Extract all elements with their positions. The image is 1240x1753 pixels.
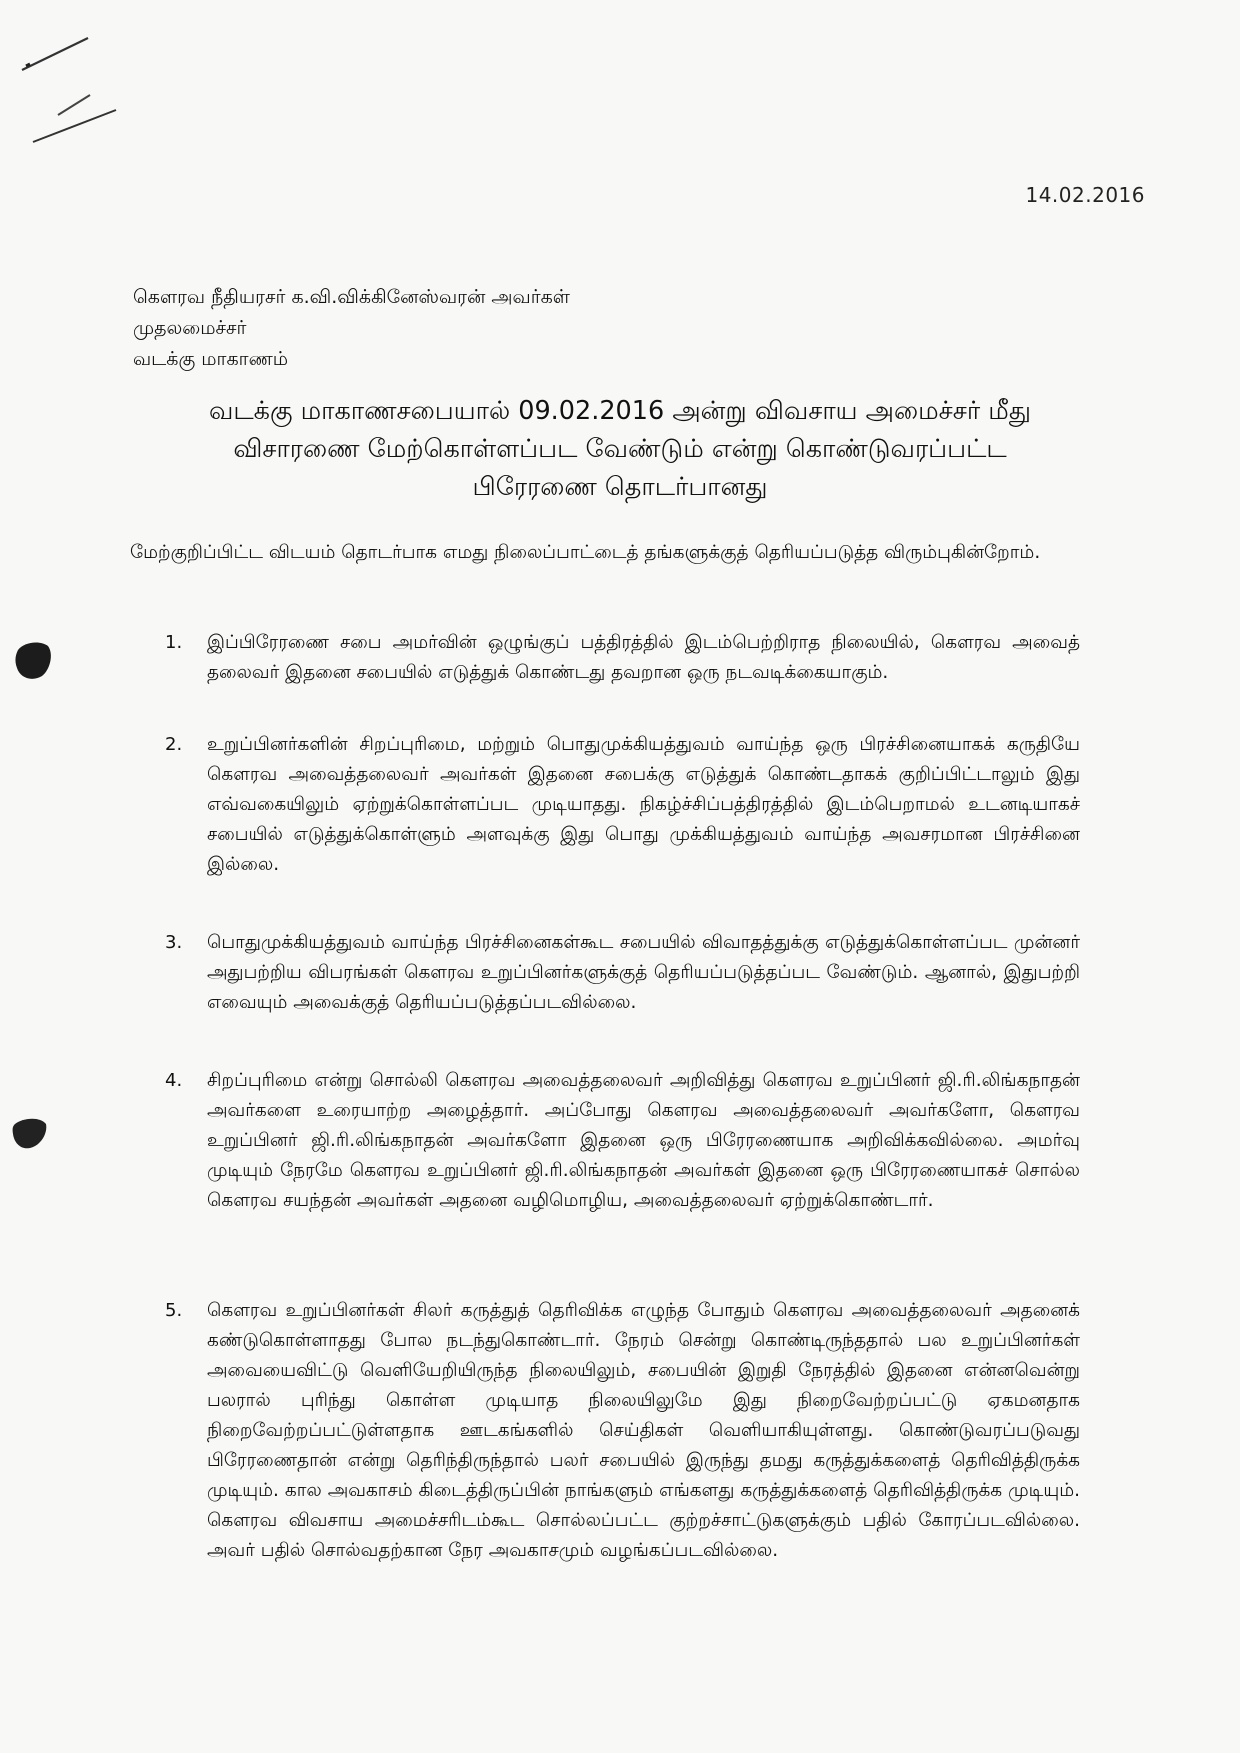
item-number: 5.: [165, 1300, 183, 1321]
list-item: [165, 1066, 1080, 1216]
subject-line: பிரேரணை தொடர்பானது: [472, 472, 768, 502]
item-text: கௌரவ உறுப்பினர்கள் சிலர் கருத்துத் தெரிவிக்க எழுந்த போதும் கௌரவ அவைத்தலைவர் அதனைக் கண்டுகொள்ளாதது போல நடந்துகொண்டார். நேரம் சென்று கொண்டிருந்ததால் பல உறுப்பினர்கள் அவையைவிட்டு வெளியேறியிருந்த நிலையிலும், சபையின் இறுதி நேரத்தில் இதனை என்னவென்று பலரால் புரிந்து கொள்ள முடியாத நிலையிலுமே இது நிறைவேற்றப்பட்டு ஏகமனதாக நிறைவேற்றப்பட்டுள்ளதாக ஊடகங்களில் செய்திகள் வெளியாகியுள்ளது. கொண்டுவரப்படுவது பிரேரணைதான் என்று தெரிந்திருந்தால் பலர் சபையில் இருந்து தமது கருத்துக்களைத் தெரிவித்திருக்க முடியும். கால அவகாசம் கிடைத்திருப்பின் நாங்களும் எங்களது கருத்துக்களைத் தெரிவித்திருக்க முடியும். கௌரவ விவசாய அமைச்சரிடம்கூட சொல்லப்பட்ட குற்றச்சாட்டுகளுக்கும் பதில் கோரப்படவில்லை. அவர் பதில் சொல்வதற்கான நேர அவகாசமும் வழங்கப்படவில்லை.: [207, 1300, 1080, 1561]
recipient-province: வடக்கு மாகாணம்: [133, 348, 289, 370]
list-item: [165, 730, 1080, 880]
letter-subject: [100, 392, 1140, 506]
item-text: இப்பிரேரணை சபை அமர்வின் ஒழுங்குப் பத்திரத்தில் இடம்பெற்றிராத நிலையில், கௌரவ அவைத் தலைவர் இதனை சபையில் எடுத்துக் கொண்டது தவறான ஒரு நடவடிக்கையாகும்.: [207, 632, 1080, 683]
item-number: 2.: [165, 734, 183, 755]
handwritten-pen-marks: [18, 30, 128, 160]
numbered-points: [165, 628, 1080, 1566]
item-text: உறுப்பினர்களின் சிறப்புரிமை, மற்றும் பொதுமுக்கியத்துவம் வாய்ந்த ஒரு பிரச்சினையாகக் கருதியே கௌரவ அவைத்தலைவர் அவர்கள் இதனை சபைக்கு எடுத்துக் கொண்டதாகக் குறிப்பிட்டாலும் இது எவ்வகையிலும் ஏற்றுக்கொள்ளப்பட முடியாதது. நிகழ்ச்சிப்பத்திரத்தில் இடம்பெறாமல் உடனடியாகச் சபையில் எடுத்துக்கொள்ளும் அளவுக்கு இது பொது முக்கியத்துவம் வாய்ந்த அவசரமான பிரச்சினை இல்லை.: [207, 734, 1080, 875]
list-item: [165, 1296, 1080, 1566]
recipient-position: முதலமைச்சர்: [133, 317, 247, 339]
subject-line: வடக்கு மாகாணசபையால் 09.02.2016 அன்று விவசாய அமைச்சர் மீது: [208, 396, 1032, 426]
letter-date: 14.02.2016: [1025, 183, 1145, 207]
item-text: சிறப்புரிமை என்று சொல்லி கௌரவ அவைத்தலைவர் அறிவித்து கௌரவ உறுப்பினர் ஜி.ரி.லிங்கநாதன் அவர்களை உரையாற்ற அழைத்தார். அப்போது கௌரவ அவைத்தலைவர் அவர்களோ, கௌரவ உறுப்பினர் ஜி.ரி.லிங்கநாதன் அவர்களோ இதனை ஒரு பிரேரணையாக அறிவிக்கவில்லை. அமர்வு முடியும் நேரமே கௌரவ உறுப்பினர் ஜி.ரி.லிங்கநாதன் அவர்கள் இதனை ஒரு பிரேரணையாகச் சொல்ல கௌரவ சயந்தன் அவர்கள் அதனை வழிமொழிய, அவைத்தலைவர் ஏற்றுக்கொண்டார்.: [207, 1070, 1080, 1211]
intro-paragraph: மேற்குறிப்பிட்ட விடயம் தொடர்பாக எமது நிலைப்பாட்டைத் தங்களுக்குத் தெரியப்படுத்த விரும்புகின்றோம்.: [130, 542, 1041, 563]
subject-line: விசாரணை மேற்கொள்ளப்பட வேண்டும் என்று கொண்டுவரப்பட்ட: [233, 434, 1007, 464]
item-number: 1.: [165, 632, 183, 653]
ink-blot-mark: [10, 1112, 50, 1152]
list-item: [165, 928, 1080, 1018]
ink-blot-mark: [14, 640, 54, 682]
recipient-address: [133, 282, 570, 375]
item-text: பொதுமுக்கியத்துவம் வாய்ந்த பிரச்சினைகள்கூட சபையில் விவாதத்துக்கு எடுத்துக்கொள்ளப்பட முன்னர் அதுபற்றிய விபரங்கள் கௌரவ உறுப்பினர்களுக்குத் தெரியப்படுத்தப்பட வேண்டும். ஆனால், இதுபற்றி எவையும் அவைக்குத் தெரியப்படுத்தப்படவில்லை.: [207, 932, 1080, 1013]
list-item: [165, 628, 1080, 688]
item-number: 4.: [165, 1070, 183, 1091]
item-number: 3.: [165, 932, 183, 953]
recipient-name: கௌரவ நீதியரசர் க.வி.விக்கினேஸ்வரன் அவர்கள்: [133, 286, 570, 308]
